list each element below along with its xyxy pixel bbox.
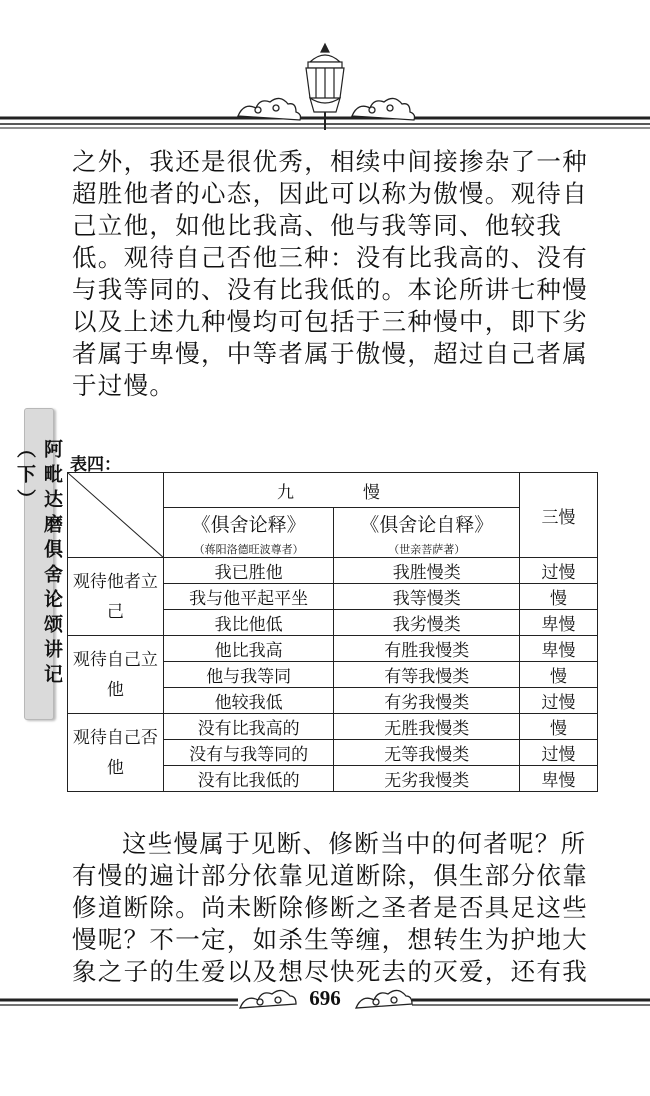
cloud-scroll-icon (352, 98, 415, 120)
group-label: 观待自己否他 (68, 714, 164, 792)
table-cell: 我已胜他 (163, 558, 334, 584)
table-cell: 我胜慢类 (334, 558, 520, 584)
table-cell: 慢 (520, 584, 598, 610)
cloud-scroll-icon (356, 990, 412, 1008)
table-cell: 卑慢 (520, 636, 598, 662)
table-cell: 他较我低 (163, 688, 334, 714)
body-paragraph: 这些慢属于见断、修断当中的何者呢？所有慢的遍计部分依靠见道断除，俱生部分依靠修道断除。尚未断除修断之圣者是否具足这些慢呢？不一定，如杀生等缠，想转生为护地大象之子的生爱以及想尽快死去的灭爱，还有我 (72, 829, 588, 986)
table-cell: 有等我慢类 (334, 662, 520, 688)
table-cell: 我与他平起平坐 (163, 584, 334, 610)
nine-pride-header: 九 慢 (163, 473, 519, 508)
three-pride-header: 三慢 (520, 473, 598, 558)
book-title: 阿毗达磨俱舍论颂讲记（下） (14, 439, 63, 689)
table-cell: 没有与我等同的 (163, 740, 334, 766)
book-title-tab (14, 408, 63, 720)
table-cell: 我比他低 (163, 610, 334, 636)
table-cell: 我劣慢类 (334, 610, 520, 636)
table-cell: 没有比我低的 (163, 766, 334, 792)
body-paragraph: 之外，我还是很优秀，相续中间接掺杂了一种超胜他者的心态，因此可以称为傲慢。观待自己立他，如他比我高、他与我等同、他较我低。观待自己否他三种：没有比我高的、没有与我等同的、没有比我低的。本论所讲七种慢以及上述九种慢均可包括于三种慢中，即下劣者属于卑慢，中等者属于傲慢，超过自己者属于过慢。 (72, 147, 588, 400)
cloud-scroll-icon (238, 98, 301, 120)
diagonal-header-cell (68, 473, 164, 558)
page-number: 696 (309, 986, 341, 1010)
table-cell: 慢 (520, 714, 598, 740)
nine-pride-table (67, 472, 598, 792)
table-cell: 无等我慢类 (334, 740, 520, 766)
table-cell: 慢 (520, 662, 598, 688)
source-title: 《俱舍论自释》 (360, 514, 494, 536)
table-cell: 过慢 (520, 740, 598, 766)
cloud-scroll-icon (240, 990, 296, 1008)
table-cell: 他与我等同 (163, 662, 334, 688)
source-author: （世亲菩萨著） (388, 543, 466, 556)
table-cell: 有劣我慢类 (334, 688, 520, 714)
table-cell: 卑慢 (520, 766, 598, 792)
table-cell: 过慢 (520, 558, 598, 584)
table-cell: 有胜我慢类 (334, 636, 520, 662)
table-cell: 卑慢 (520, 610, 598, 636)
group-label: 观待自己立他 (68, 636, 164, 714)
table-cell: 无劣我慢类 (334, 766, 520, 792)
group-label: 观待他者立己 (68, 558, 164, 636)
table-cell: 没有比我高的 (163, 714, 334, 740)
table-caption: 表四： (70, 455, 121, 475)
source-title: 《俱舍论释》 (191, 514, 306, 536)
table-cell: 过慢 (520, 688, 598, 714)
table-cell: 我等慢类 (334, 584, 520, 610)
source-col-1 (163, 508, 334, 558)
source-author: （蒋阳洛德旺波尊者） (193, 543, 304, 556)
table-cell: 他比我高 (163, 636, 334, 662)
table-cell: 无胜我慢类 (334, 714, 520, 740)
source-col-2 (334, 508, 520, 558)
header-ornament (0, 40, 650, 135)
